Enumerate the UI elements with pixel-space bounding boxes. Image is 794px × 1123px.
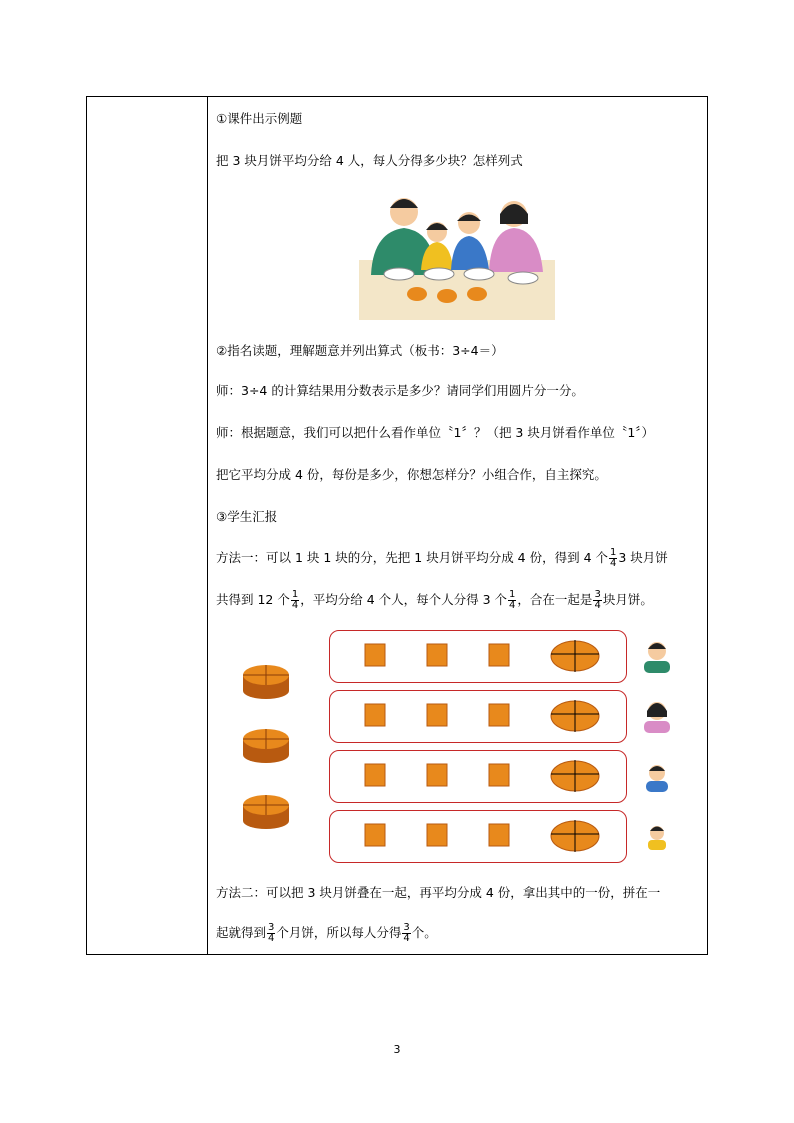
method1-line1: 方法一：可以 1 块 1 块的分，先把 1 块月饼平均分成 4 份，得到 4 个 $\frac{1}{4}$ 3 块月饼 xyxy=(216,547,668,569)
girl-avatar xyxy=(648,826,666,850)
quarter-piece xyxy=(427,704,447,726)
whole-mooncake xyxy=(243,665,289,699)
method1-line2: 共得到 12 个 $\frac{1}{4}$ ，平均分给 4 个人，每个人分得 3 个 $\frac{1}{4}$ ，合在一起是 $\frac{3}{4}$ 块月饼。 xyxy=(216,589,653,611)
lesson-table xyxy=(86,96,708,955)
quarter-piece xyxy=(427,824,447,846)
mooncake xyxy=(407,287,427,301)
step2-question1: 师：3÷4 的计算结果用分数表示是多少？请同学们用圆片分一分。 xyxy=(216,383,584,398)
fraction-three-quarters: $\frac{3}{4}$ xyxy=(594,589,601,611)
mooncake xyxy=(467,287,487,301)
step2-question2: 师：根据题意，我们可以把什么看作单位〝1〞？（把 3 块月饼看作单位〝1〞） xyxy=(216,425,655,440)
step1-heading: ①课件出示例题 xyxy=(216,111,303,126)
people-column xyxy=(637,637,677,867)
quarter-piece xyxy=(365,764,385,786)
family-table-illustration xyxy=(359,190,555,320)
quarter-piece xyxy=(365,644,385,666)
step3-heading: ③学生汇报 xyxy=(216,509,278,524)
method2-line2: 起就得到 $\frac{3}{4}$ 个月饼，所以每人分得 $\frac{3}{4}$ 个。 xyxy=(216,922,437,944)
quarter-piece xyxy=(489,764,509,786)
quarter-piece xyxy=(489,824,509,846)
quarter-pieces xyxy=(329,630,627,866)
quarter-piece xyxy=(427,644,447,666)
quarter-piece xyxy=(489,644,509,666)
father-avatar xyxy=(644,642,670,673)
boy-body xyxy=(451,236,489,270)
mother-body xyxy=(489,228,543,272)
quarter-piece xyxy=(427,764,447,786)
whole-mooncake xyxy=(243,729,289,763)
mother-avatar xyxy=(644,702,670,733)
fraction-one-quarter: $\frac{1}{4}$ xyxy=(509,589,516,611)
quarter-piece xyxy=(365,704,385,726)
whole-mooncake xyxy=(243,795,289,829)
method2-line1: 方法二：可以把 3 块月饼叠在一起，再平均分成 4 份，拿出其中的一份，拼在一 xyxy=(216,885,661,900)
mooncake xyxy=(437,289,457,303)
quarter-piece xyxy=(489,704,509,726)
column-divider xyxy=(207,97,208,954)
step2-question3: 把它平均分成 4 份，每份是多少，你想怎样分？小组合作，自主探究。 xyxy=(216,467,607,482)
page-number: 3 xyxy=(393,1043,401,1056)
fraction-three-quarters: $\frac{3}{4}$ xyxy=(268,922,275,944)
fraction-three-quarters: $\frac{3}{4}$ xyxy=(403,922,410,944)
whole-mooncakes xyxy=(239,659,295,839)
quarter-piece xyxy=(365,824,385,846)
boy-avatar xyxy=(646,765,668,792)
fraction-one-quarter: $\frac{1}{4}$ xyxy=(610,547,617,569)
fraction-one-quarter: $\frac{1}{4}$ xyxy=(291,589,299,611)
step2-heading: ②指名读题，理解题意并列出算式（板书：3÷4＝） xyxy=(216,343,504,358)
step1-problem: 把 3 块月饼平均分给 4 人，每人分得多少块？怎样列式 xyxy=(216,153,523,168)
